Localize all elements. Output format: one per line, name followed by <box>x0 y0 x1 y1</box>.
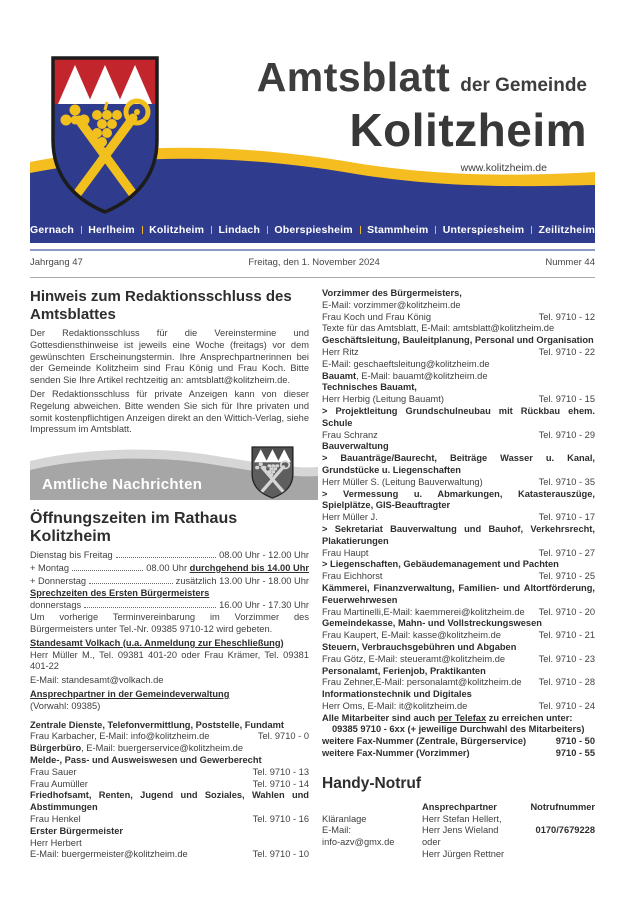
contact-line: Bauamt, E-Mail: bauamt@kolitzheim.de <box>322 370 488 381</box>
emergency-table-cell: info-azv@gmx.de <box>322 837 395 848</box>
emergency-table-cell: Kläranlage <box>322 813 367 824</box>
contact-line: E-Mail: geschaeftsleitung@kolitzheim.de <box>322 358 490 369</box>
contact-line: Frau Haupt Tel. 9710 - 27 <box>322 547 595 558</box>
village-name: Unterspiesheim <box>442 224 525 236</box>
village-name: Herlheim <box>88 224 135 236</box>
contact-line: Herr Herbert <box>30 837 82 848</box>
emergency-table-header: Ansprechpartner <box>422 801 497 812</box>
contact-line: Frau Eichhorst Tel. 9710 - 25 <box>322 571 595 582</box>
speech-hours-heading: Sprechzeiten des Ersten Bürgermeisters <box>30 587 210 598</box>
village-list <box>30 224 595 236</box>
contact-line: > Bauanträge/Baurecht, Beiträge Wasser u. Kanal, Grundstücke u. Liegenschaften <box>322 453 595 475</box>
contact-line: Frau Zehner,E-Mail: personalamt@kolitzheim.de Tel. 9710 - 28 <box>322 677 595 688</box>
contact-line: Frau Karbacher, E-Mail: info@kolitzheim.de Tel. 9710 - 0 <box>30 731 309 742</box>
right-column <box>322 288 595 861</box>
speech-note: Um vorherige Terminvereinbarung im Vorzimmer des Bürgermeisters unter Tel.-Nr. 09385 9710-12 wird gebeten. <box>30 612 309 634</box>
contact-line: Steuern, Verbrauchsgebühren und Abgaben <box>322 641 517 652</box>
municipality-name: Kolitzheim <box>349 104 587 156</box>
emergency-table-cell: E-Mail: <box>322 825 351 836</box>
notice-paragraph: Der Redaktionsschluss für private Anzeigen kann von dieser Regelung abweichen. Bitte wenden Sie sich für Ihre privaten und somit kostenpflichtigen Anzeigen direkt an den Wittich-Verlag, siehe Impressum im Amtsblatt. <box>30 388 309 435</box>
notice-paragraph: Der Redaktionsschluss für die Vereinstermine und Gottesdiensthinweise ist jeweils eine Woche (freitags) vor dem gewünschten Erscheinungstermin. Ihre Ansprechpartnerinnen bei der Gemeinde Kolitzheim sind Frau König und Frau Koch. Bitte senden Sie Ihre Artikel rechtzeitig an: amtsblatt@kolitzheim.de. <box>30 328 309 386</box>
masthead <box>30 40 595 252</box>
contact-line: Geschäftsleitung, Bauleitplanung, Personal und Organisation <box>322 335 594 346</box>
band-rule <box>30 249 595 251</box>
emergency-table-cell: Herr Jürgen Rettner <box>422 849 505 860</box>
contact-line: > Sekretariat Bauverwaltung und Bauhof, Verkehrsrecht, Plakatierungen <box>322 523 595 546</box>
contact-line: Texte für das Amtsblatt, E-Mail: amtsblatt@kolitzheim.de <box>322 323 555 334</box>
gazette-subtitle: der Gemeinde <box>460 75 587 96</box>
contact-line: Herr Ritz Tel. 9710 - 22 <box>322 346 595 357</box>
contact-line: 09385 9710 - 6xx (+ jeweilige Durchwahl des Mitarbeiters) <box>332 724 585 735</box>
issue-number: Nummer 44 <box>545 257 595 268</box>
emergency-table-cell: Herr Stefan Hellert, <box>422 813 502 824</box>
left-column <box>30 288 309 861</box>
gazette-title: Amtsblatt <box>256 54 451 100</box>
contact-line: Bürgerbüro, E-Mail: buergerservice@kolitzheim.de <box>30 743 244 754</box>
contact-line: > Projektleitung Grundschulneubau mit Rückbau ehem. Schule <box>322 405 595 428</box>
hours-row: Dienstag bis Freitag 08.00 Uhr - 12.00 Uhr <box>30 550 309 561</box>
hours-row: + Donnerstag zusätzlich 13.00 Uhr - 18.00 Uhr <box>30 575 309 586</box>
contact-line: Personalamt, Ferienjob, Praktikanten <box>322 665 486 676</box>
contact-line: > Vermessung u. Abmarkungen, Katasterauszüge, Spielplätze, GIS-Beauftragter <box>322 488 595 511</box>
administration-contacts <box>322 288 595 760</box>
emergency-phone-number <box>515 849 595 861</box>
official-news-banner <box>30 445 318 500</box>
emergency-heading: Handy-Notruf <box>322 774 422 792</box>
masthead-titles <box>257 54 587 157</box>
contact-line: Frau Koch und Frau König Tel. 9710 - 12 <box>322 311 595 322</box>
emergency-table-cell: Herr Jens Wieland <box>422 825 499 836</box>
contact-line: Vorzimmer des Bürgermeisters, <box>322 288 462 298</box>
contact-line: Alle Mitarbeiter sind auch per Telefax zu erreichen unter: <box>322 712 573 723</box>
emergency-table <box>322 802 595 861</box>
contact-line: Melde-, Pass- und Ausweiswesen und Gewerberecht <box>30 754 262 765</box>
contact-line: Gemeindekasse, Mahn- und Vollstreckungswesen <box>322 618 542 629</box>
contact-line: weitere Fax-Nummer (Zentrale, Bürgerservice) 9710 - 50 <box>322 736 595 747</box>
volume-label: Jahrgang 47 <box>30 257 83 268</box>
coat-of-arms <box>45 52 165 218</box>
department-contacts <box>30 720 309 862</box>
contact-line: Bauverwaltung <box>322 441 389 452</box>
hours-row: donnerstags 16.00 Uhr - 17.30 Uhr <box>30 600 309 611</box>
registry-email: E-Mail: standesamt@volkach.de <box>30 675 164 686</box>
opening-hours-heading: Öffnungszeiten im Rathaus Kolitzheim <box>30 510 238 546</box>
contact-line: > Liegenschaften, Gebäudemanagement und Pachten <box>322 559 559 570</box>
opening-hours-rows <box>30 549 309 587</box>
contacts-heading: Ansprechpartner in der Gemeindeverwaltung <box>30 688 230 699</box>
emergency-table-cell <box>322 849 422 861</box>
village-name: Oberspiesheim <box>274 224 353 236</box>
village-name: Gernach <box>30 224 74 236</box>
emergency-table-header <box>322 802 422 814</box>
contact-line: Friedhofsamt, Renten, Jugend und Soziales, Wahlen und Abstimmungen <box>30 790 309 813</box>
contact-line: E-Mail: buergermeister@kolitzheim.de Tel. 9710 - 10 <box>30 849 309 860</box>
emergency-phone-number <box>515 837 595 849</box>
contact-line: Zentrale Dienste, Telefonvermittlung, Poststelle, Fundamt <box>30 719 284 730</box>
contact-line: Kämmerei, Finanzverwaltung, Familien- und Altortförderung, Feuerwehrwesen <box>322 582 595 605</box>
content-columns <box>30 288 595 861</box>
contact-line: Frau Sauer Tel. 9710 - 13 <box>30 766 309 777</box>
issue-date: Freitag, den 1. November 2024 <box>248 257 380 268</box>
emergency-table-header: Notrufnummer <box>530 801 595 812</box>
contact-line: Frau Aumüller Tel. 9710 - 14 <box>30 778 309 789</box>
contact-line: Frau Götz, E-Mail: steueramt@kolitzheim.de Tel. 9710 - 23 <box>322 653 595 664</box>
hours-row: + Montag 08.00 Uhr durchgehend bis 14.00 Uhr <box>30 562 309 573</box>
banner-label: Amtliche Nachrichten <box>42 476 203 494</box>
contact-line: Technisches Bauamt, <box>322 382 417 393</box>
coat-of-arms-gray-icon <box>249 445 296 500</box>
website-url: www.kolitzheim.de <box>460 162 547 174</box>
emergency-table-cell: oder <box>422 837 441 848</box>
registry-heading: Standesamt Volkach (u.a. Anmeldung zur Eheschließung) <box>30 637 284 648</box>
notice-heading: Hinweis zum Redaktionsschluss des Amtsblattes <box>30 288 292 323</box>
emergency-phone-number <box>515 814 595 826</box>
contact-line: Herr Herbig (Leitung Bauamt) Tel. 9710 - 15 <box>322 394 595 405</box>
contact-line: Erster Bürgermeister <box>30 825 124 836</box>
emergency-phone-number: 0170/7679228 <box>535 825 595 836</box>
contact-line: Frau Martinelli,E-Mail: kaemmerei@kolitzheim.de Tel. 9710 - 20 <box>322 606 595 617</box>
village-name: Zeilitzheim <box>538 224 595 236</box>
village-name: Stammheim <box>367 224 429 236</box>
contact-line: Herr Müller J. Tel. 9710 - 17 <box>322 512 595 523</box>
contact-line: Informationstechnik und Digitales <box>322 689 472 700</box>
contact-line: Herr Müller S. (Leitung Bauverwaltung) Tel. 9710 - 35 <box>322 476 595 487</box>
contact-line: Frau Henkel Tel. 9710 - 16 <box>30 813 309 824</box>
contact-line: E-Mail: vorzimmer@kolitzheim.de <box>322 299 461 310</box>
area-code-note: (Vorwahl: 09385) <box>30 700 101 711</box>
contact-line: Herr Oms, E-Mail: it@kolitzheim.de Tel. 9710 - 24 <box>322 700 595 711</box>
contact-line: Frau Schranz Tel. 9710 - 29 <box>322 429 595 440</box>
dateline <box>30 257 595 278</box>
contact-line: weitere Fax-Nummer (Vorzimmer) 9710 - 55 <box>322 748 595 759</box>
village-name: Lindach <box>218 224 261 236</box>
speech-hours-row <box>30 599 309 612</box>
contact-line: Frau Kaupert, E-Mail: kasse@kolitzheim.de Tel. 9710 - 21 <box>322 630 595 641</box>
village-name: Kolitzheim <box>149 224 205 236</box>
registry-line: Herr Müller M., Tel. 09381 401-20 oder Frau Krämer, Tel. 09381 401-22 <box>30 649 309 672</box>
